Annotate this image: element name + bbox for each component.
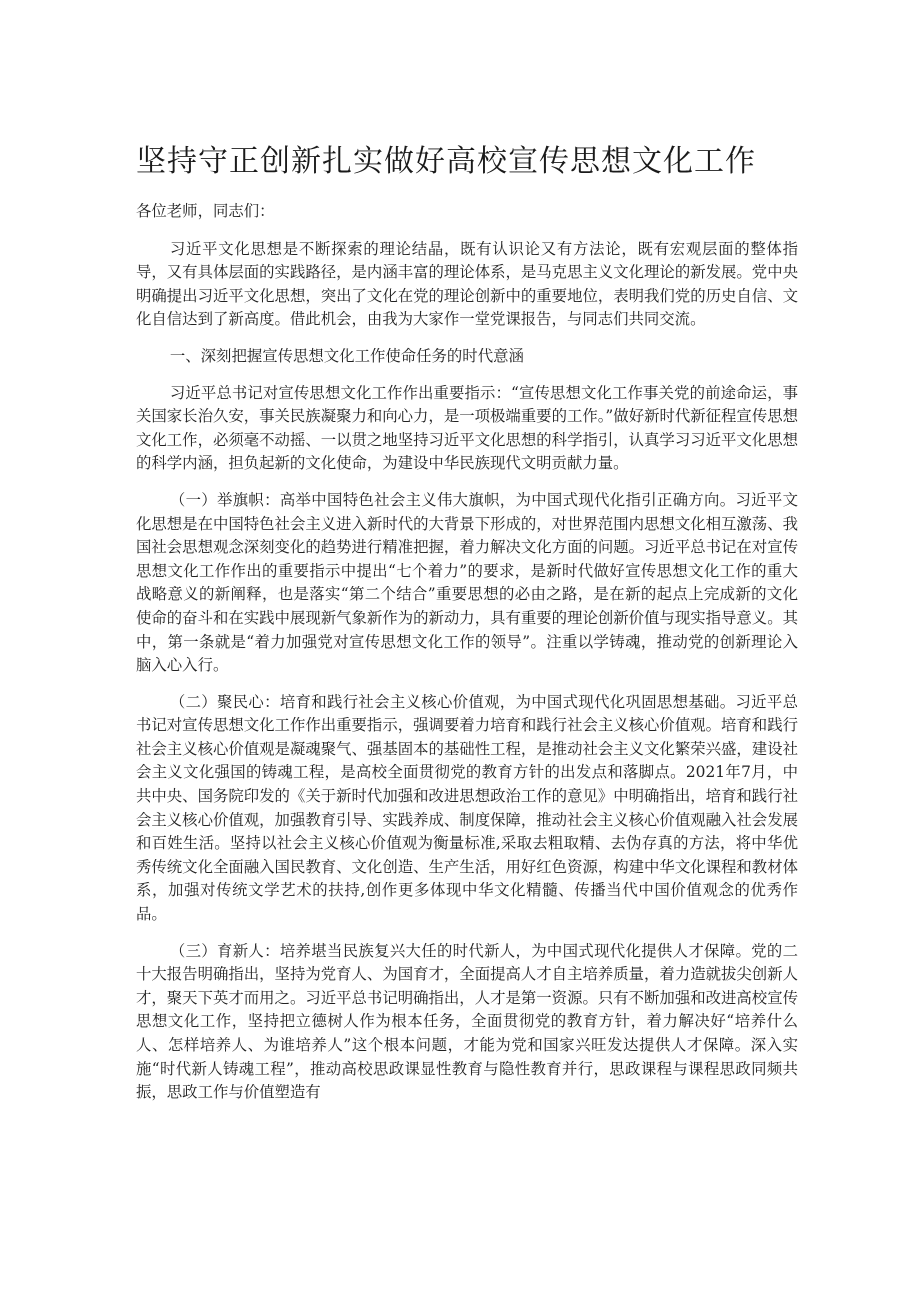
salutation: 各位老师，同志们： — [136, 202, 275, 220]
document-title: 坚持守正创新扎实做好高校宣传思想文化工作 — [136, 144, 756, 179]
intro-paragraph: 习近平文化思想是不断探索的理论结晶，既有认识论又有方法论，既有宏观层面的整体指导，又有具体层面的实践路径，是内涵丰富的理论体系，是马克思主义文化理论的新发展。党中央明确提出习近平文化思想，突出了文化在党的理论创新中的重要地位，表明我们党的历史自信、文化自信达到了新高度。借此机会，由我为大家作一堂党课报告，与同志们共同交流。 — [136, 239, 798, 329]
document-body — [136, 200, 798, 1118]
section-heading-1: 一、深刻把握宣传思想文化工作使命任务的时代意涵 — [169, 346, 524, 365]
subsection-2-paragraph: （二）聚民心：培育和践行社会主义核心价值观，为中国式现代化巩固思想基础。习近平总书记对宣传思想文化工作作出重要指示，强调要着力培育和践行社会主义核心价值观。培育和践行社会主义核心价值观是凝魂聚气、强基固本的基础性工程，是推动社会主义文化繁荣兴盛，建设社会主义文化强国的铸魂工程，是高校全面贯彻党的教育方针的出发点和落脚点。2021年7月，中共中央、国务院印发的《关于新时代加强和改进思想政治工作的意见》中明确指出，培育和践行社会主义核心价值观，加强教育引导、实践养成、制度保障，推动社会主义核心价值观融入社会发展和百姓生活。坚持以社会主义核心价值观为衡量标准,采取去粗取精、去伪存真的方法，将中华优秀传统文化全面融入国民教育、文化创造、生产生活，用好红色资源，构建中华文化课程和教材体系，加强对传统文学艺术的扶持,创作更多体现中华文化精髓、传播当代中国价值观念的优秀作品。 — [136, 692, 798, 924]
section-1-paragraph: 习近平总书记对宣传思想文化工作作出重要指示：“宣传思想文化工作事关党的前途命运，事关国家长治久安，事关民族凝聚力和向心力，是一项极端重要的工作。”做好新时代新征程宣传思想文化工作，必须毫不动摇、一以贯之地坚持习近平文化思想的科学指引，认真学习习近平文化思想的科学内涵，担负起新的文化使命，为建设中华民族现代文明贡献力量。 — [136, 383, 798, 473]
subsection-3-paragraph: （三）育新人：培养堪当民族复兴大任的时代新人，为中国式现代化提供人才保障。党的二十大报告明确指出，坚持为党育人、为国育才，全面提高人才自主培养质量，着力造就拔尖创新人才，聚天下英才而用之。习近平总书记明确指出，人才是第一资源。只有不断加强和改进高校宣传思想文化工作，坚持把立德树人作为根本任务，全面贯彻党的教育方针，着力解决好“培养什么人、怎样培养人、为谁培养人”这个根本问题，才能为党和国家兴旺发达提供人才保障。深入实施“时代新人铸魂工程”，推动高校思政课显性教育与隐性教育并行，思政课程与课程思政同频共振，思政工作与价值塑造有 — [136, 941, 798, 1102]
subsection-1-paragraph: （一）举旗帜：高举中国特色社会主义伟大旗帜，为中国式现代化指引正确方向。习近平文化思想是在中国特色社会主义进入新时代的大背景下形成的，对世界范围内思想文化相互激荡、我国社会思想观念深刻变化的趋势进行精准把握，着力解决文化方面的问题。习近平总书记在对宣传思想文化工作作出的重要指示中提出“七个着力”的要求，是新时代做好宣传思想文化工作的重大战略意义的新阐释，也是落实“第二个结合”重要思想的必由之路，是在新的起点上完成新的文化使命的奋斗和在实践中展现新气象新作为的新动力，具有重要的理论创新价值与现实指导意义。其中，第一条就是“着力加强党对宣传思想文化工作的领导”。注重以学铸魂，推动党的创新理论入脑入心入行。 — [136, 490, 798, 675]
